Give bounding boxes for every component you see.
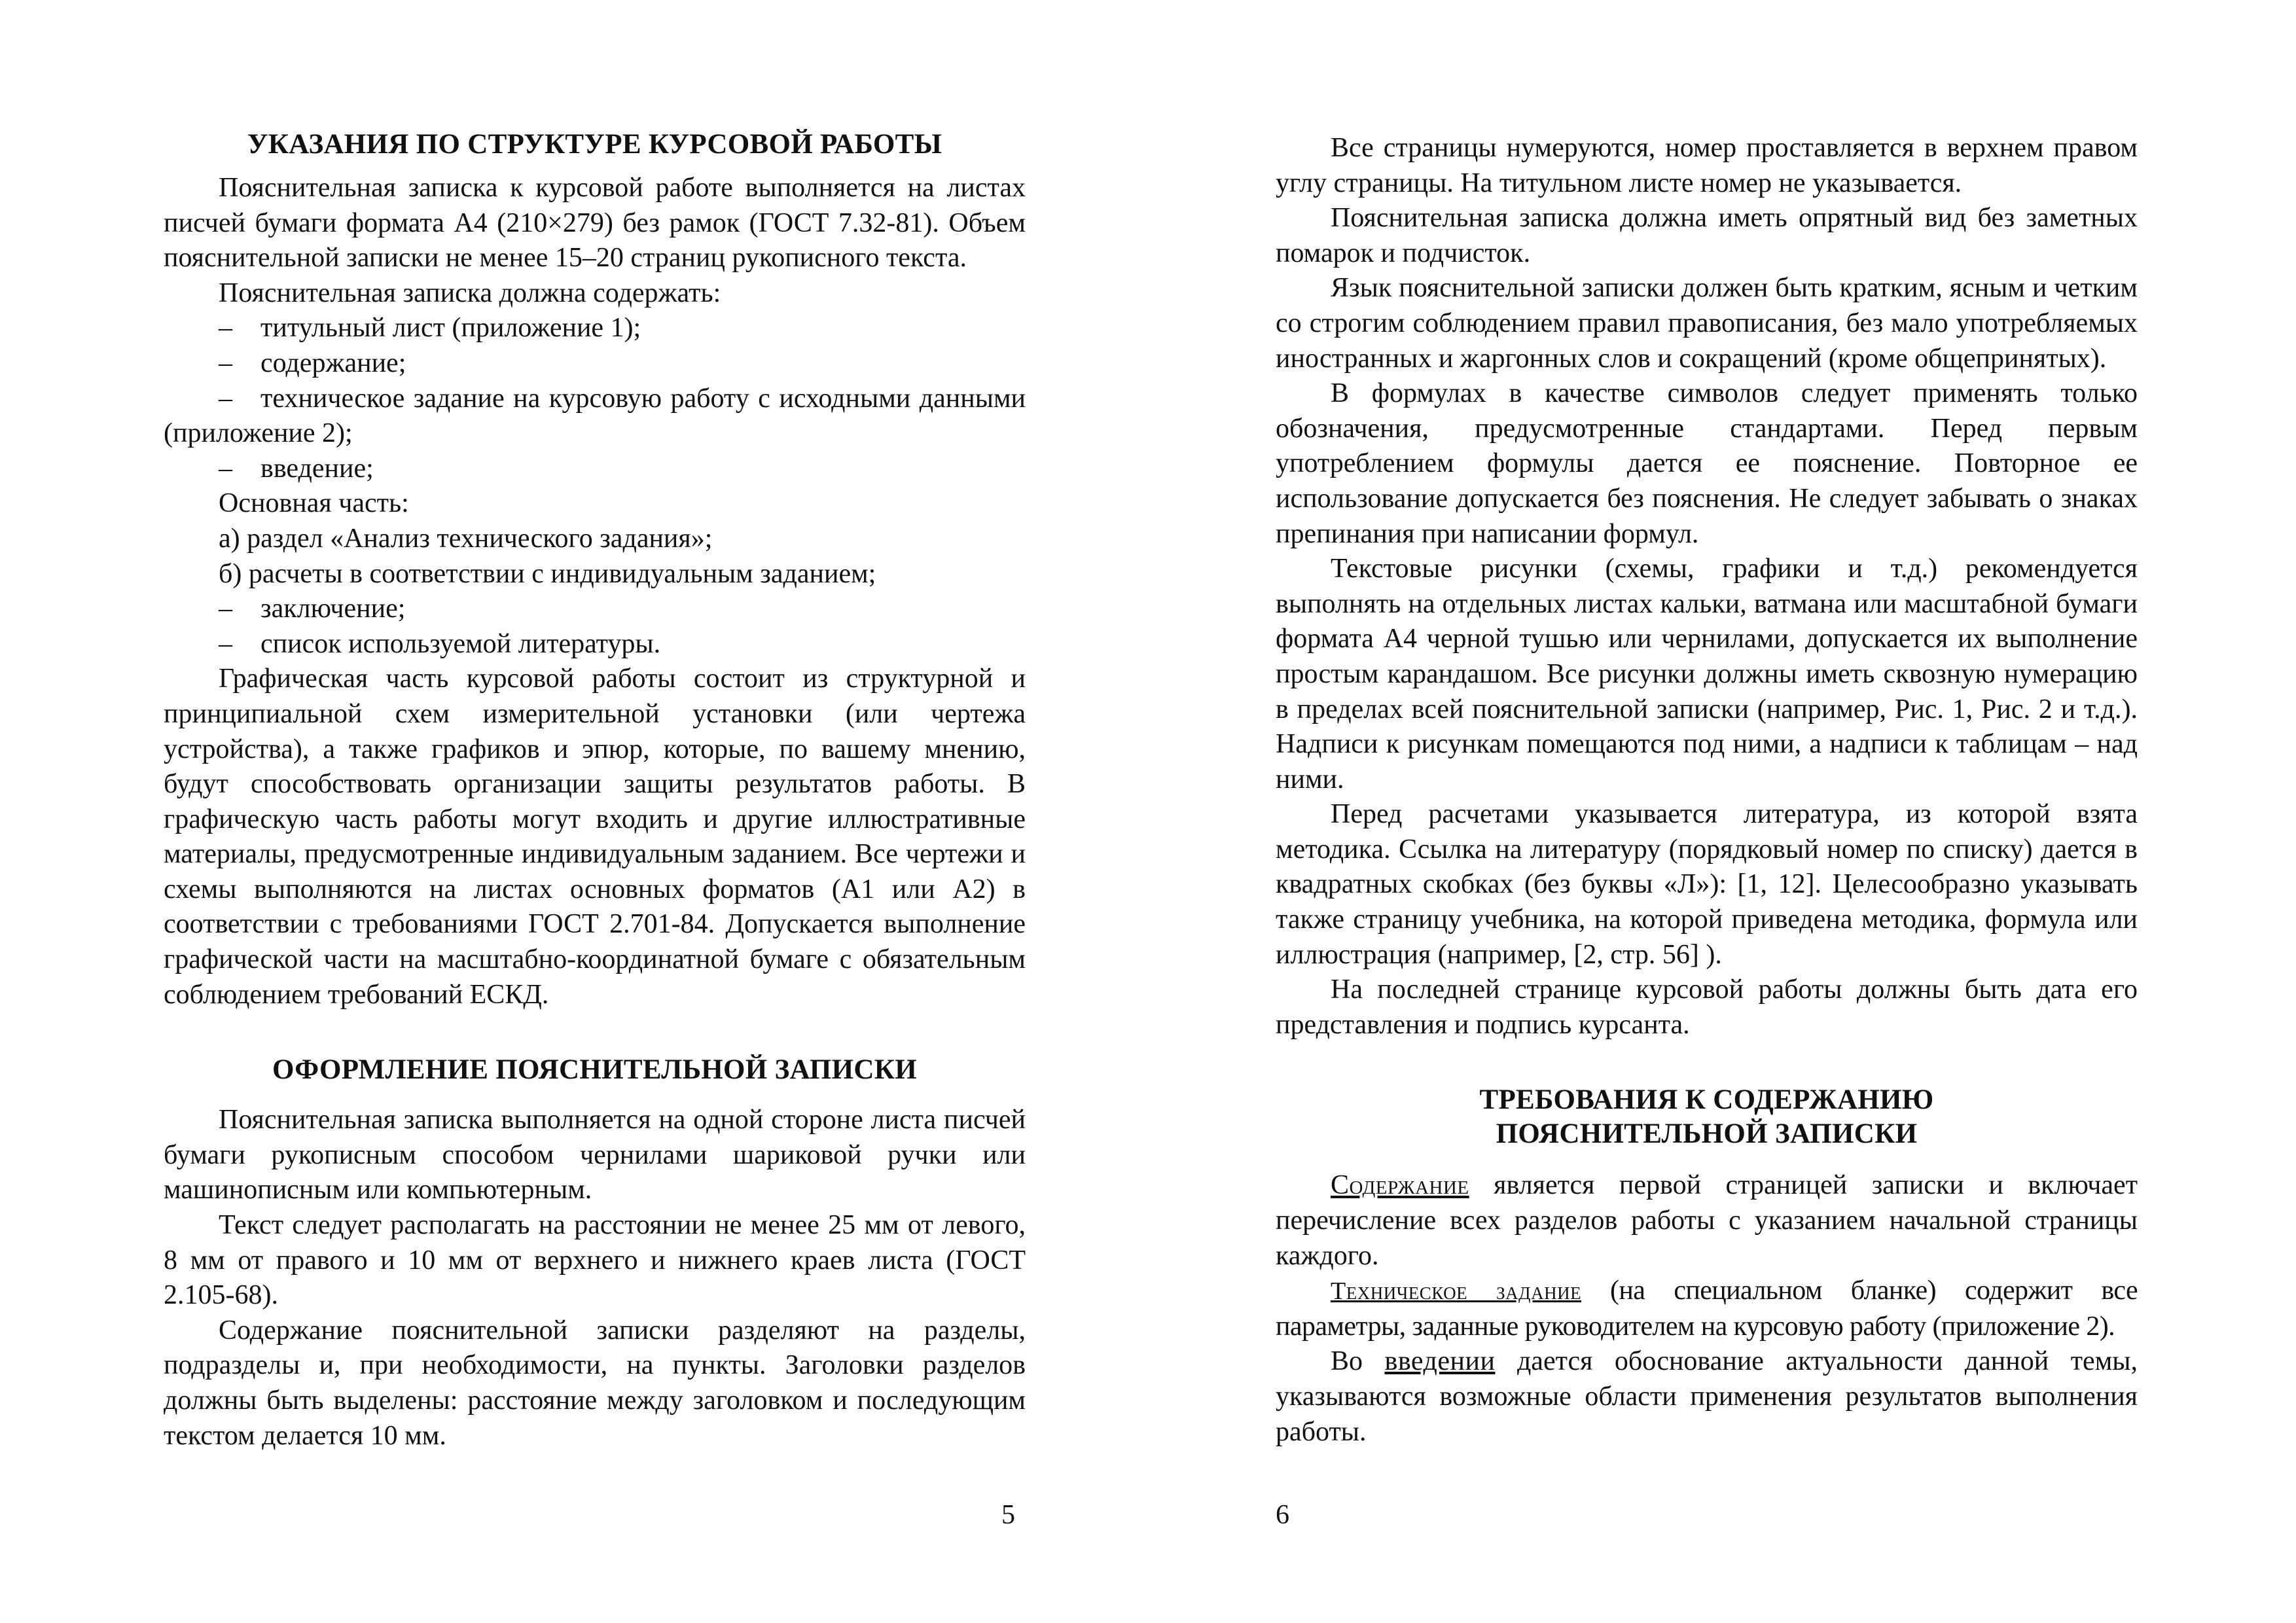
section-title-structure: УКАЗАНИЯ ПО СТРУКТУРЕ КУРСОВОЙ РАБОТЫ (247, 129, 942, 160)
paragraph: Содержание является первой страницей записки и включает перечисление всех разделов работы с указанием начальной страницы каждого. (1276, 1170, 2138, 1271)
sub-item-b: б) расчеты в соответствии с индивидуальным заданием; (219, 558, 876, 589)
paragraph: Пояснительная записка должна содержать: (219, 277, 721, 308)
main-part-label: Основная часть: (219, 488, 409, 519)
section-title-content-requirements (1276, 1083, 2138, 1151)
paragraph: Пояснительная записка выполняется на одной стороне листа писчей бумаги рукописным способом чернилами шариковой ручки или машинописным или компьютерным. (164, 1105, 1026, 1205)
paragraph: Перед расчетами указывается литература, из которой взята методика. Ссылка на литературу (порядковый номер по списку) дается в квадратных скобках (без буквы «Л»): [1, 12]. Целесообразно указывать также страницу учебника, на которой приведена методика, формула или иллюстрация (например, [2, стр. 56] ). (1276, 799, 2138, 970)
list-item: – титульный лист (приложение 1); (164, 311, 1026, 346)
term-introduction: введении (1384, 1346, 1496, 1377)
dash-bullet: – (219, 594, 232, 624)
right-page-text-column (1276, 131, 2138, 1450)
dash-bullet: – (219, 313, 232, 344)
paragraph: Во введении дается обоснование актуальности данной темы, указываются возможные области применения результатов выполнения работы. (1276, 1346, 2138, 1447)
dash-bullet: – (219, 628, 232, 659)
paragraph: На последней странице курсовой работы должны быть дата его представления и подпись курсанта. (1276, 974, 2138, 1040)
paragraph: Текст следует располагать на расстоянии не менее 25 мм от левого, 8 мм от правого и 10 мм от верхнего и нижнего краев листа (ГОСТ 2.105-68). (164, 1210, 1026, 1311)
dash-bullet: – (219, 383, 232, 414)
paragraph: Содержание пояснительной записки разделяют на разделы, подразделы и, при необходимости, на пункты. Заголовки разделов должны быть выделены: расстояние между заголовком и последующим текстом делается 10 мм. (164, 1315, 1026, 1451)
paragraph: Техническое задание (на специальном бланке) содержит все параметры, заданные руководителем на курсовую работу (приложение 2). (1276, 1275, 2138, 1342)
list-item: – заключение; (164, 592, 1026, 627)
paragraph: Язык пояснительной записки должен быть кратким, ясным и четким со строгим соблюдением правил правописания, без мало употребляемых иностранных и жаргонных слов и сокращений (кроме общепринятых). (1276, 273, 2138, 374)
page-number: 5 (1001, 1500, 1015, 1530)
list-item: – техническое задание на курсовую работу с исходными данными (приложение 2); (164, 382, 1026, 452)
list-item: – введение; (164, 452, 1026, 487)
section-title-line: ТРЕБОВАНИЯ К СОДЕРЖАНИЮ (1479, 1084, 1934, 1116)
section-title-line: ПОЯСНИТЕЛЬНОЙ ЗАПИСКИ (1496, 1118, 1918, 1150)
paragraph: В формулах в качестве символов следует применять только обозначения, предусмотренные стандартами. Перед первым употреблением формулы дается ее пояснение. Повторное ее использование допускается без пояснения. Не следует забывать о знаках препинания при написании формул. (1276, 378, 2138, 549)
dash-bullet: – (219, 348, 232, 378)
list-item: – содержание; (164, 346, 1026, 382)
term-contents: Содержание (1331, 1170, 1469, 1201)
page-number: 6 (1276, 1500, 1289, 1530)
left-page-text-column (164, 128, 1026, 1454)
paragraph: Текстовые рисунки (схемы, графики и т.д.) рекомендуется выполнять на отдельных листах кальки, ватмана или масштабной бумаги формата А4 черной тушью или чернилами, допускается их выполнение простым карандашом. Все рисунки должны иметь сквозную нумерацию в пределах всей пояснительной записки (например, Рис. 1, Рис. 2 и т.д.). Надписи к рисункам помещаются под ними, а надписи к таблицам – над ними. (1276, 554, 2138, 794)
term-technical-task: Техническое задание (1331, 1277, 1582, 1306)
dash-bullet: – (219, 453, 232, 484)
paragraph: Пояснительная записка должна иметь опрятный вид без заметных помарок и подчисток. (1276, 203, 2138, 268)
paragraph: Пояснительная записка к курсовой работе выполняется на листах писчей бумаги формата А4 (210×279) без рамок (ГОСТ 7.32-81). Объем пояснительной записки не менее 15–20 страниц рукописного текста. (164, 173, 1026, 274)
list-item: – список используемой литературы. (164, 627, 1026, 662)
right-page (1148, 0, 2296, 1623)
sub-item-a: а) раздел «Анализ технического задания»; (219, 523, 713, 554)
paragraph: Все страницы нумеруются, номер проставляется в верхнем правом углу страницы. На титульном листе номер не указывается. (1276, 133, 2138, 198)
section-title-formatting: ОФОРМЛЕНИЕ ПОЯСНИТЕЛЬНОЙ ЗАПИСКИ (272, 1054, 917, 1086)
paragraph: Графическая часть курсовой работы состоит из структурной и принципиальной схем измерительной установки (или чертежа устройства), а также графиков и эпюр, которые, по вашему мнению, будут способствовать организации защиты результатов работы. В графическую часть работы могут входить и другие иллюстративные материалы, предусмотренные индивидуальным заданием. Все чертежи и схемы выполняются на листах основных форматов (А1 или А2) в соответствии с требованиями ГОСТ 2.701-84. Допускается выполнение графической части на масштабно-координатной бумаге с обязательным соблюдением требований ЕСКД. (164, 664, 1026, 1010)
